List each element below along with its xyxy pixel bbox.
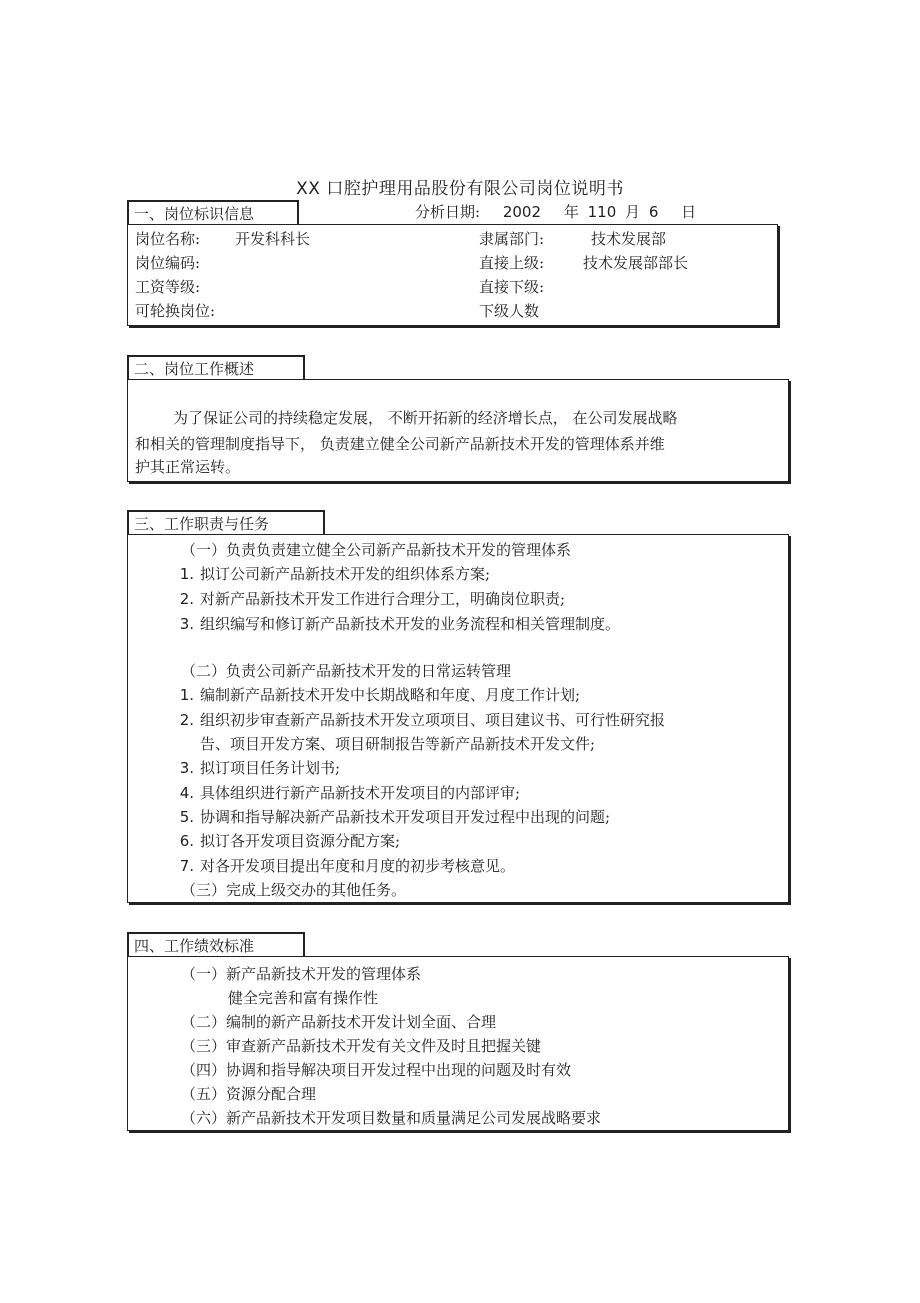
duty-item-text: 告、项目开发方案、项目研制报告等新产品新技术开发文件; (200, 735, 596, 753)
duty-item-text: 协调和指导解决新产品新技术开发项目开发过程中出现的问题; (200, 808, 611, 826)
duty-item-continuation (168, 734, 595, 754)
duty-item (168, 758, 340, 778)
section3-tab: 三、工作职责与任务 (127, 510, 325, 534)
duty-item-text: 拟订各开发项目资源分配方案; (200, 832, 401, 850)
date-month: 110 (587, 203, 617, 221)
department-value: 技术发展部 (591, 230, 667, 248)
performance-line: （一）新产品新技术开发的管理体系 (181, 965, 422, 983)
performance-line: （二）编制的新产品新技术开发计划全面、合理 (181, 1013, 497, 1031)
performance-line: （三）审查新产品新技术开发有关文件及时且把握关键 (181, 1037, 542, 1055)
duty-item-text: 组织编写和修订新产品新技术开发的业务流程和相关管理制度。 (200, 615, 621, 633)
duty-item (168, 807, 610, 827)
duty-item-number: 3. (179, 759, 194, 777)
section2-box (127, 379, 789, 482)
duty-item-number: 6. (179, 832, 194, 850)
superior-value: 技术发展部部长 (583, 254, 689, 272)
duty-item (168, 783, 520, 803)
section3-box (127, 534, 789, 903)
duty-item-number: 2. (179, 711, 194, 729)
duty-group-title: （二）负责公司新产品新技术开发的日常运转管理 (181, 662, 512, 680)
duty-item (168, 831, 400, 851)
headcount-label: 下级人数 (479, 302, 540, 320)
duty-item-text: 具体组织进行新产品新技术开发项目的内部评审; (200, 784, 521, 802)
date-month-unit: 月 (625, 203, 641, 221)
duty-item (168, 614, 620, 634)
duty-item-number: 5. (179, 808, 194, 826)
summary-line: 护其正常运转。 (135, 458, 241, 476)
duty-item-text: 对新产品新技术开发工作进行合理分工，明确岗位职责; (200, 590, 566, 608)
duty-item-number: 1. (179, 686, 194, 704)
duty-item (168, 685, 580, 705)
duty-item-number: 1. (179, 565, 194, 583)
duty-item-number: 2. (179, 590, 194, 608)
duty-group-title: （三）完成上级交办的其他任务。 (181, 881, 407, 899)
duty-item-text: 编制新产品新技术开发中长期战略和年度、月度工作计划; (200, 686, 581, 704)
position-name-value: 开发科科长 (235, 230, 311, 248)
salary-grade-label: 工资等级: (135, 278, 201, 296)
performance-line: （四）协调和指导解决项目开发过程中出现的问题及时有效 (181, 1061, 572, 1079)
subordinate-label: 直接下级: (479, 278, 545, 296)
section1-tab: 一、岗位标识信息 (127, 200, 299, 224)
duty-item (168, 710, 665, 730)
performance-line: （六）新产品新技术开发项目数量和质量满足公司发展战略要求 (181, 1109, 602, 1127)
date-year-unit: 年 (563, 203, 579, 221)
summary-line: 为了保证公司的持续稳定发展， 不断开拓新的经济增长点， 在公司发展战略 (173, 409, 678, 427)
position-code-label: 岗位编码: (135, 254, 201, 272)
duty-item-number: 4. (179, 784, 194, 802)
duty-item (168, 589, 565, 609)
section4-tab: 四、工作绩效标准 (127, 932, 305, 956)
position-name-label: 岗位名称: (135, 230, 201, 248)
rotation-label: 可轮换岗位: (135, 302, 216, 320)
duty-item-text: 拟订项目任务计划书; (200, 759, 341, 777)
department-label: 隶属部门: (479, 230, 545, 248)
analysis-date (415, 202, 696, 222)
summary-line: 和相关的管理制度指导下， 负责建立健全公司新产品新技术开发的管理体系并维 (135, 435, 665, 453)
duty-item (168, 856, 515, 876)
duty-item-text: 组织初步审查新产品新技术开发立项项目、项目建议书、可行性研究报 (200, 711, 666, 729)
document-title: XX 口腔护理用品股份有限公司岗位说明书 (296, 179, 624, 199)
performance-line: 健全完善和富有操作性 (228, 989, 379, 1007)
duty-group-title: （一）负责负责建立健全公司新产品新技术开发的管理体系 (181, 541, 572, 559)
date-label: 分析日期: (415, 203, 481, 221)
superior-label: 直接上级: (479, 254, 545, 272)
performance-line: （五）资源分配合理 (181, 1085, 317, 1103)
date-year: 2002 (502, 203, 542, 221)
date-day: 6 (648, 203, 659, 221)
section1-box (127, 224, 778, 326)
section4-box (127, 956, 789, 1131)
date-day-unit: 日 (681, 203, 697, 221)
duty-item-text: 对各开发项目提出年度和月度的初步考核意见。 (200, 857, 516, 875)
duty-item-number: 3. (179, 615, 194, 633)
section2-tab: 二、岗位工作概述 (127, 355, 305, 379)
duty-item (168, 564, 490, 584)
duty-item-number: 7. (179, 857, 194, 875)
duty-item-text: 拟订公司新产品新技术开发的组织体系方案; (200, 565, 491, 583)
